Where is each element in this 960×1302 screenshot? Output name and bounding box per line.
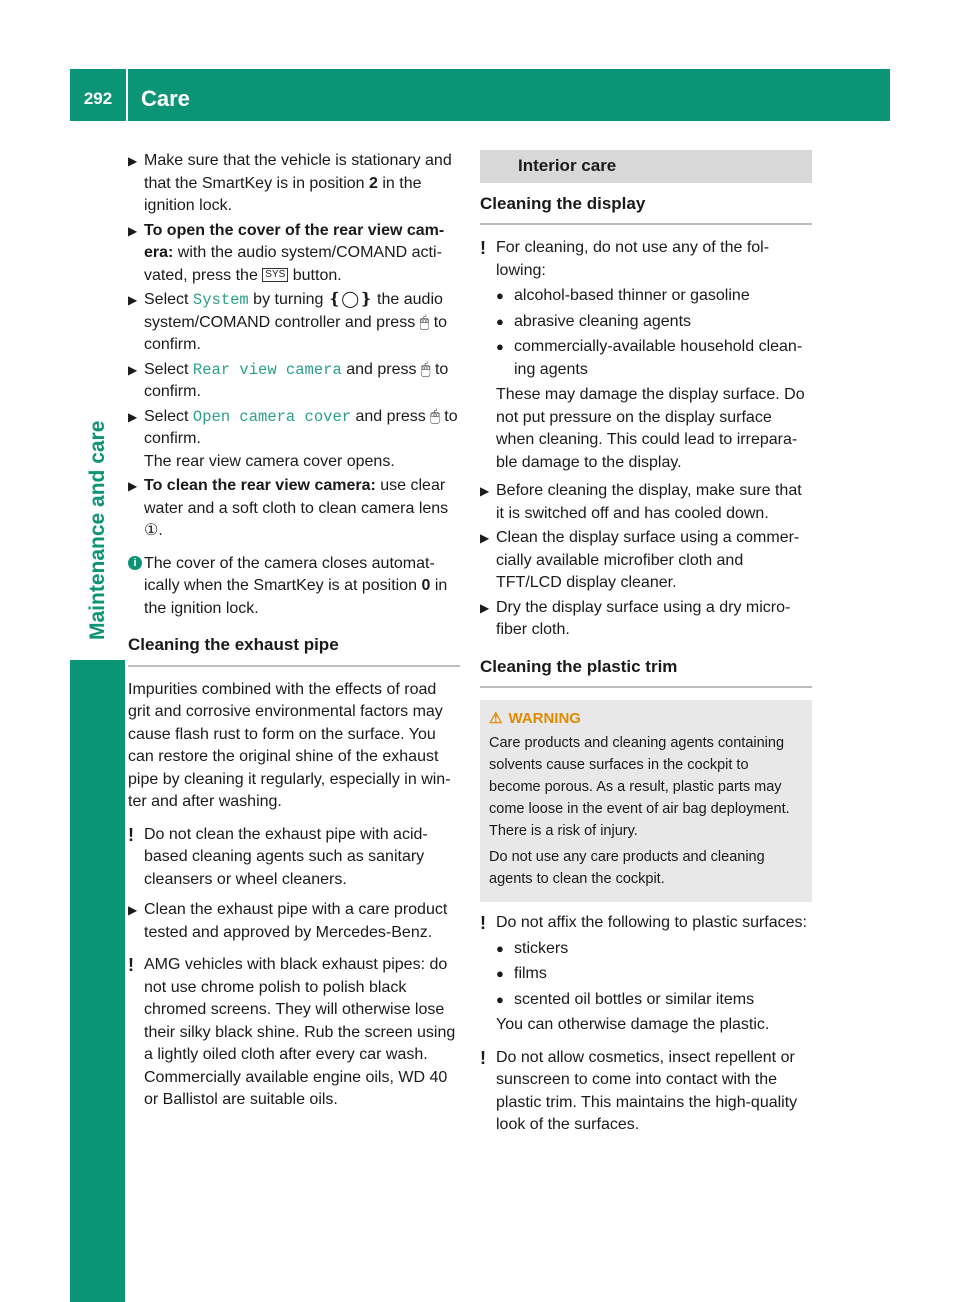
step-result: The rear view camera cover opens. xyxy=(144,452,395,470)
arrow-icon: ▶ xyxy=(480,484,490,498)
caution-note: ! For cleaning, do not use any of the following: xyxy=(480,238,770,279)
instruction-step: ▶ Select System by turning ❴◯❵ the audio system/COMAND controller and press 🖱 to confirm. xyxy=(128,291,448,353)
controller-press-icon: 🖱 xyxy=(419,313,430,331)
instruction-step: ▶ Select Open camera cover and press 🖱 to confirm. The rear view camera cover opens. xyxy=(128,407,458,470)
side-tab-label: Maintenance and care xyxy=(86,420,109,640)
arrow-icon: ▶ xyxy=(128,223,138,238)
bullet-icon: ● xyxy=(496,991,504,1007)
instruction-step: ▶ Clean the exhaust pipe with a care product tested and approved by Mercedes-Benz. xyxy=(128,901,448,941)
warning-header: ⚠ WARNING xyxy=(489,710,581,727)
arrow-icon: ▶ xyxy=(128,409,138,424)
exclamation-icon: ! xyxy=(128,824,134,845)
paragraph: You can otherwise damage the plastic. xyxy=(496,1016,770,1033)
instruction-step: ▶ To open the cover of the rear view camera: with the audio system/COMAND activated, press the SYS button. xyxy=(128,221,445,284)
bullet-icon: ● xyxy=(496,313,504,329)
exclamation-icon: ! xyxy=(480,1047,486,1068)
left-column xyxy=(128,150,460,1114)
right-column xyxy=(480,150,812,1139)
menu-item-open-camera-cover: Open camera cover xyxy=(192,407,352,426)
warning-triangle-icon: ⚠ xyxy=(489,710,503,727)
controller-turn-icon: ❴◯❵ xyxy=(327,291,373,308)
bullet-icon: ● xyxy=(496,339,504,354)
info-note: i The cover of the camera closes automatically when the SmartKey is at position 0 in the ignition lock. xyxy=(128,553,460,621)
caution-note: ! Do not clean the exhaust pipe with acid-based cleaning agents such as sanitary cleansers or wheel cleaners. xyxy=(128,824,428,888)
side-tab-block xyxy=(70,660,125,1302)
list-item: ● abrasive cleaning agents xyxy=(480,311,812,334)
header-divider xyxy=(126,69,128,121)
menu-item-rear-view-camera: Rear view camera xyxy=(192,360,342,379)
callout-number: ① xyxy=(144,522,159,539)
list-item: ● commercially-available household cleaning agents xyxy=(496,338,803,378)
instruction-step: ▶ Dry the display surface using a dry microfiber cloth. xyxy=(480,598,791,638)
section-title: Care xyxy=(141,86,190,111)
arrow-icon: ▶ xyxy=(480,600,490,615)
arrow-icon: ▶ xyxy=(128,479,138,493)
controller-press-icon: 🖱 xyxy=(420,360,431,378)
caution-note: ! AMG vehicles with black exhaust pipes: do not use chrome polish to polish black chromed screens. They will otherwise lose their silky black shine. Rub the screen using a lightly oiled cloth after every car wash. Commercially available engine oils, WD 40 or Ballistol are suitable oils. xyxy=(128,955,456,1108)
heading-exhaust-pipe: Cleaning the exhaust pipe xyxy=(128,634,460,667)
heading-cleaning-display: Cleaning the display xyxy=(480,193,812,226)
instruction-step: ▶ Clean the display surface using a commercially available microfiber cloth and TFT/LCD display cleaner. xyxy=(480,529,800,591)
arrow-icon: ▶ xyxy=(128,903,138,917)
instruction-step: ▶ To clean the rear view camera: use clear water and a soft cloth to clean camera lens ①. xyxy=(128,477,449,539)
warning-box xyxy=(480,700,812,902)
list-item: ● films xyxy=(480,963,812,986)
warning-text: Care products and cleaning agents containing solvents cause surfaces in the cockpit to become porous. As a result, plastic parts may come loose in the event of air bag deployment. There is a risk of injury. xyxy=(489,735,790,839)
arrow-icon: ▶ xyxy=(480,531,490,545)
info-icon: i xyxy=(128,556,142,570)
sys-key-icon: SYS xyxy=(262,268,288,282)
list-item: ● scented oil bottles or similar items xyxy=(480,989,812,1012)
paragraph: These may damage the display surface. Do not put pressure on the display surface when cleaning. This could lead to irreparable damage to the display. xyxy=(496,386,805,471)
header-bar xyxy=(70,69,890,121)
arrow-icon: ▶ xyxy=(128,362,138,377)
exclamation-icon: ! xyxy=(480,913,486,933)
exclamation-icon: ! xyxy=(480,238,486,258)
arrow-icon: ▶ xyxy=(128,154,138,168)
bullet-icon: ● xyxy=(496,288,504,303)
paragraph: Impurities combined with the effects of road grit and corrosive environmental factors may cause flash rust to form on the surface. You can restore the original shine of the exhaust pipe by cleaning it regularly, especially in winter and after washing. xyxy=(128,680,451,810)
warning-text: Do not use any care products and cleaning agents to clean the cockpit. xyxy=(489,849,765,887)
list-item: ● stickers xyxy=(480,938,812,961)
exclamation-icon: ! xyxy=(128,955,134,975)
instruction-step: ▶ Before cleaning the display, make sure that it is switched off and has cooled down. xyxy=(480,482,802,522)
caution-note: ! Do not allow cosmetics, insect repellent or sunscreen to come into contact with the plastic trim. This maintains the high-quality look of the surfaces. xyxy=(480,1047,798,1133)
caution-note: ! Do not affix the following to plastic surfaces: xyxy=(480,913,807,933)
menu-item-system: System xyxy=(192,291,249,309)
heading-cleaning-plastic-trim: Cleaning the plastic trim xyxy=(480,656,812,689)
bullet-icon: ● xyxy=(496,940,504,956)
section-band-interior-care: Interior care xyxy=(480,150,812,183)
instruction-step: ▶ Select Rear view camera and press 🖱 to confirm. xyxy=(128,360,449,400)
controller-press-icon: 🖱 xyxy=(430,407,440,425)
list-item: ● alcohol-based thinner or gasoline xyxy=(480,285,812,308)
instruction-step: ▶ Make sure that the vehicle is stationary and that the SmartKey is in position 2 in the ignition lock. xyxy=(128,152,452,214)
arrow-icon: ▶ xyxy=(128,293,138,307)
page-number: 292 xyxy=(83,89,113,108)
bullet-icon: ● xyxy=(496,966,504,981)
